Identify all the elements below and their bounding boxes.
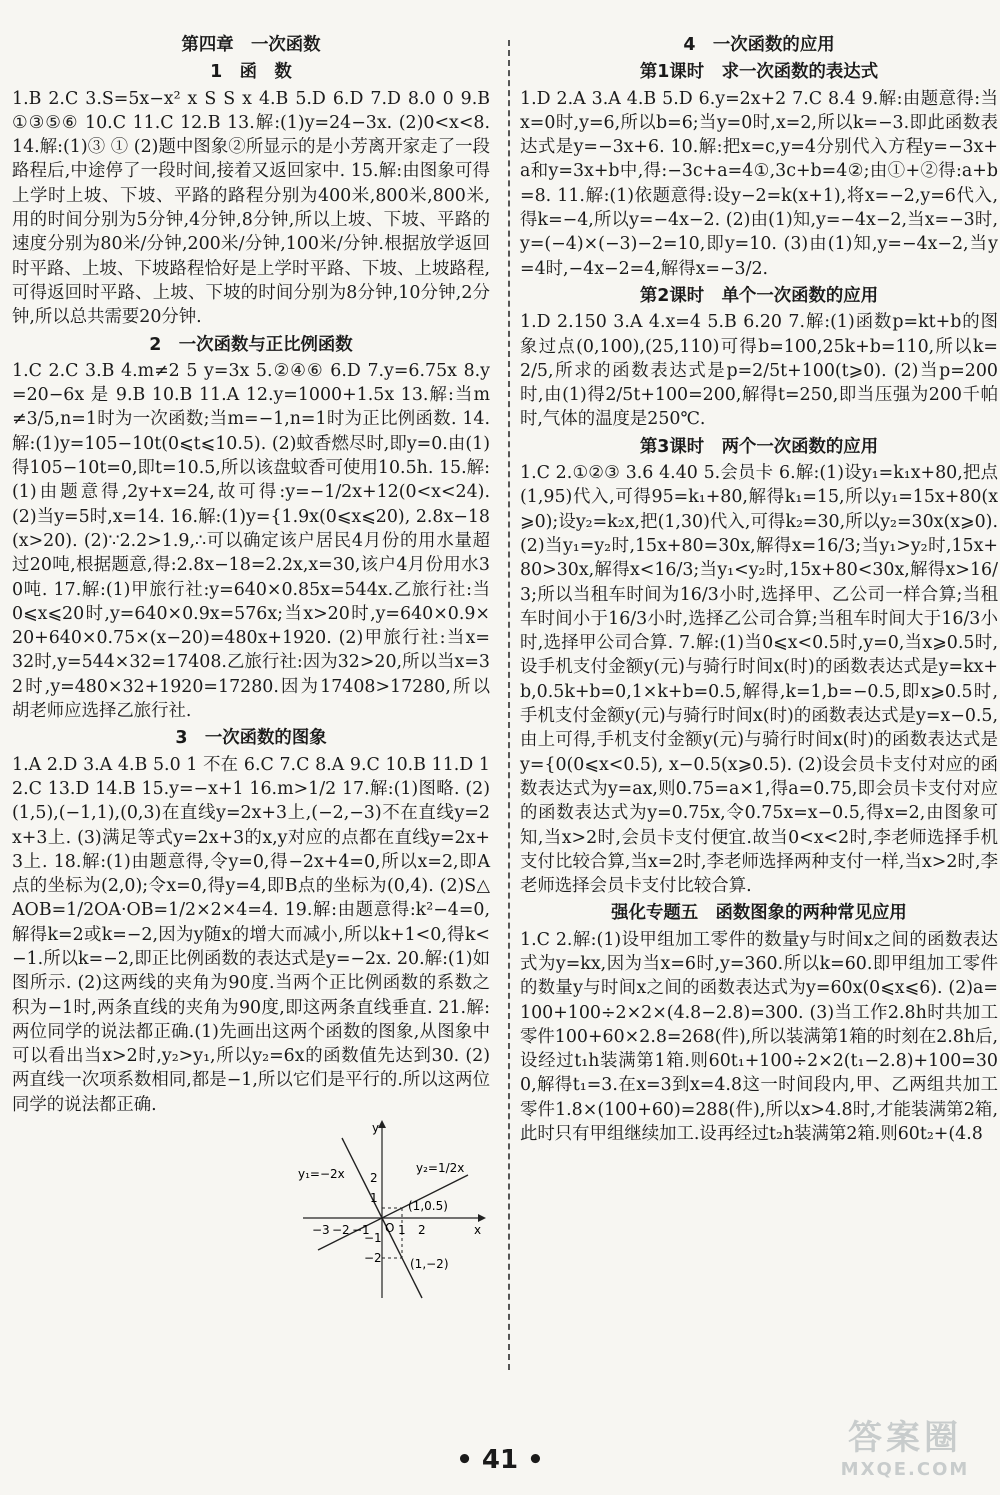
- right-column: [520, 30, 998, 1146]
- lesson-1-title: 第1课时 求一次函数的表达式: [639, 62, 879, 83]
- x-axis-label: x: [474, 1223, 482, 1237]
- y-axis-label: y: [372, 1121, 380, 1135]
- section-3-answers: 1.A 2.D 3.A 4.B 5.0 1 不在 6.C 7.C 8.A 9.C 10.B 11.D 12.C 13.D 14.B 15.y=−x+1 16.m>1/2 17.解:(1)图略. (2)(1,5),(−1,1),(0,3)在直线y=2x+3上,(−2,−3)不在直线y=2x+3上. (3)满足等式y=2x+3的x,y对应的点都在直线y=2x+3上. 18.解:(1)由题意得,令y=0,得−2x+4=0,所以x=2,即A点的坐标为(2,0);令x=0,得y=4,即B点的坐标为(0,4). (2)S△AOB=1/2OA·OB=1/2×2×4=4. 19.解:由题意得:k²−4=0,解得k=2或k=−2,因为y随x的增大而减小,所以k+1<0,得k<−1.所以k=−2,即正比例函数的表达式是y=−2x. 20.解:(1)如图所示. (2)这两线的夹角为90度.当两个正比例函数的系数之积为−1时,两条直线的夹角为90度,即这两条直线垂直. 21.解:两位同学的说法都正确.(1)先画出这两个函数的图象,从图象中可以看出当x>2时,y₂>y₁,所以y₂=6x的函数值先达到30. (2)两直线一次项系数相同,都是−1,所以它们是平行的.所以这两位同学的说法都正确.: [12, 754, 490, 1115]
- x-axis-arrow-icon: [478, 1214, 486, 1222]
- tick-xm3: −3: [312, 1223, 330, 1237]
- special-topic-5-answers: 1.C 2.解:(1)设甲组加工零件的数量y与时间x之间的函数表达式为y=kx,因为当x=6时,y=360.所以k=60.即甲组加工零件的数量y与时间x之间的函数表达式为y=60x(0⩽x⩽6). (2)a=100+100÷2×2×(4.8−2.8)=300. (3)当工作2.8h时共加工零件100+60×2.8=268(件),所以装满第1箱的时刻在2.8h后,设经过t₁h装满第1箱.则60t₁+100÷2×2(t₁−2.8)+100=300,解得t₁=3.在x=3到x=4.8这一时间段内,甲、乙两组共加工零件1.8×(100+60)=288(件),所以x>4.8时,才能装满第2箱,此时只有甲组继续加工.设再经过t₂h装满第2箱.则60t₂+(4.8: [520, 929, 998, 1145]
- tick-xm2: −2: [332, 1223, 350, 1237]
- column-divider: [508, 40, 510, 1370]
- page-number: • 41 •: [456, 1445, 544, 1475]
- lesson-1-answers: 1.D 2.A 3.A 4.B 5.D 6.y=2x+2 7.C 8.4 9.解:由题意得:当x=0时,y=6,所以b=6;当y=0时,x=2,所以k=−3.即此函数表达式是y=−3x+6. 10.解:把x=c,y=4分别代入方程y=−3x+a和y=3x+b中,得:−3c+a=4①,3c+b=4②;由①+②得:a+b=8. 11.解:(1)依题意得:设y−2=k(x+1),将x=−2,y=6代入,得k=−4,所以y=−4x−2. (2)由(1)知,y=−4x−2,当x=−3时,y=(−4)×(−3)−2=10,即y=10. (3)由(1)知,y=−4x−2,当y=4时,−4x−2=4,解得x=−3/2.: [520, 88, 998, 279]
- function-graph: [298, 1118, 488, 1308]
- left-column: [12, 30, 490, 1117]
- watermark-title: 答案圈: [848, 1418, 962, 1458]
- tick-ym2: −2: [364, 1251, 382, 1265]
- tick-xm1: −1: [352, 1223, 370, 1237]
- point-label-1: (1,0.5): [408, 1199, 448, 1213]
- line-y2-label: y₂=1/2x: [416, 1161, 465, 1175]
- section-3-title: 3 一次函数的图象: [175, 728, 327, 749]
- section-1-title: 1 函 数: [210, 62, 292, 83]
- tick-ym1: −1: [364, 1231, 382, 1245]
- section-1-answers: 1.B 2.C 3.S=5x−x² x S S x 4.B 5.D 6.D 7.D 8.0 0 9.B ①③⑤⑥ 10.C 11.C 12.B 13.解:(1)y=24−3x. (2)0<x<8. 14.解:(1)③ ① (2)题中图象②所显示的是小芳离开家走了一段路程后,中途停了一段时间,接着又返回家中. 15.解:由图象可得上学时上坡、下坡、平路的路程分别为400米,800米,800米,用的时间分别为5分钟,4分钟,8分钟,所以上坡、下坡、平路的速度分别为80米/分钟,200米/分钟,100米/分钟.根据放学返回时平路、上坡、下坡路程恰好是上学时平路、下坡、上坡路程,可得返回时平路、上坡、下坡的时间分别为8分钟,10分钟,2分钟,所以总共需要20分钟.: [12, 88, 490, 328]
- special-topic-5-title: 强化专题五 函数图象的两种常见应用: [611, 903, 907, 924]
- tick-y2: 2: [370, 1171, 378, 1185]
- line-y1-label: y₁=−2x: [298, 1167, 345, 1181]
- tick-x2: 2: [418, 1223, 426, 1237]
- tick-x1: 1: [398, 1223, 406, 1237]
- origin-label: O: [385, 1221, 395, 1235]
- point-label-2: (1,−2): [410, 1257, 449, 1271]
- lesson-2-answers: 1.D 2.150 3.A 4.x=4 5.B 6.20 7.解:(1)函数p=kt+b的图象过点(0,100),(25,110)可得b=100,25k+b=110,所以k=2/5,所求的函数表达式是p=2/5t+100(t⩾0). (2)当p=200时,由(1)得2/5t+100=200,解得t=250,即当压强为200千帕时,气体的温度是250℃.: [520, 312, 998, 430]
- lesson-3-title: 第3课时 两个一次函数的应用: [639, 436, 879, 457]
- y-axis-arrow-icon: [378, 1120, 386, 1128]
- lesson-3-answers: 1.C 2.①②③ 3.6 4.40 5.会员卡 6.解:(1)设y₁=k₁x+80,把点(1,95)代入,可得95=k₁+80,解得k₁=15,所以y₁=15x+80(x⩾0);设y₂=k₂x,把(1,30)代入,可得k₂=30,所以y₂=30x(x⩾0). (2)当y₁=y₂时,15x+80=30x,解得x=16/3;当y₁>y₂时,15x+80>30x,解得x<16/3;当y₁<y₂时,15x+80<30x,解得x>16/3;所以当租车时间为16/3小时,选择甲、乙公司一样合算;当租车时间小于16/3小时,选择乙公司合算;当租车时间大于16/3小时,选择甲公司合算. 7.解:(1)当0⩽x<0.5时,y=0,当x⩾0.5时,设手机支付金额y(元)与骑行时间x(时)的函数表达式是y=kx+b,0.5k+b=0,1×k+b=0.5,解得,k=1,b=−0.5,即x⩾0.5时,手机支付金额y(元)与骑行时间x(时)的函数表达式是y=x−0.5,由上可得,手机支付金额y(元)与骑行时间x(时)的函数表达式是y={0(0⩽x<0.5), x−0.5(x⩾0.5). (2)设会员卡支付对应的函数表达式为y=ax,则0.75=a×1,得a=0.75,即会员卡支付对应的函数表达式为y=0.75x,令0.75x=x−0.5,得x=2,由图象可知,当x>2时,会员卡支付便宜.故当0<x<2时,李老师选择手机支付比较合算,当x=2时,李老师选择两种支付一样,当x>2时,李老师选择会员卡支付比较合算.: [520, 463, 998, 897]
- watermark-url: MXQE.COM: [840, 1459, 970, 1480]
- watermark-logo: [830, 1410, 980, 1480]
- section-2-answers: 1.C 2.C 3.B 4.m≠2 5 y=3x 5.②④⑥ 6.D 7.y=6.75x 8.y=20−6x 是 9.B 10.B 11.A 12.y=1000+1.5x 13.解:当m≠3/5,n=1时为一次函数;当m=−1,n=1时为正比例函数. 14.解:(1)y=105−10t(0⩽t⩽10.5). (2)蚊香燃尽时,即y=0.由(1)得105−10t=0,即t=10.5,所以该盘蚊香可使用10.5h. 15.解:(1)由题意得,2y+x=24,故可得:y=−1/2x+12(0<x<24). (2)当y=5时,x=14. 16.解:(1)y={1.9x(0⩽x⩽20), 2.8x−18(x>20). (2)∵2.2>1.9,∴可以确定该户居民4月份的用水量超过20吨,根据题意,得:2.8x−18=2.2x,x=30,该户4月份用水30吨. 17.解:(1)甲旅行社:y=640×0.85x=544x.乙旅行社:当0⩽x⩽20时,y=640×0.9x=576x;当x>20时,y=640×0.9×20+640×0.75×(x−20)=480x+1920. (2)甲旅行社:当x=32时,y=544×32=17408.乙旅行社:因为32>20,所以当x=32时,y=480×32+1920=17280.因为17408>17280,所以胡老师应选择乙旅行社.: [12, 360, 490, 722]
- chapter-title: 第四章 一次函数: [181, 35, 321, 55]
- section-4-title: 4 一次函数的应用: [683, 35, 835, 55]
- section-2-title: 2 一次函数与正比例函数: [149, 334, 353, 355]
- lesson-2-title: 第2课时 单个一次函数的应用: [639, 285, 879, 306]
- tick-y1: 1: [370, 1191, 378, 1205]
